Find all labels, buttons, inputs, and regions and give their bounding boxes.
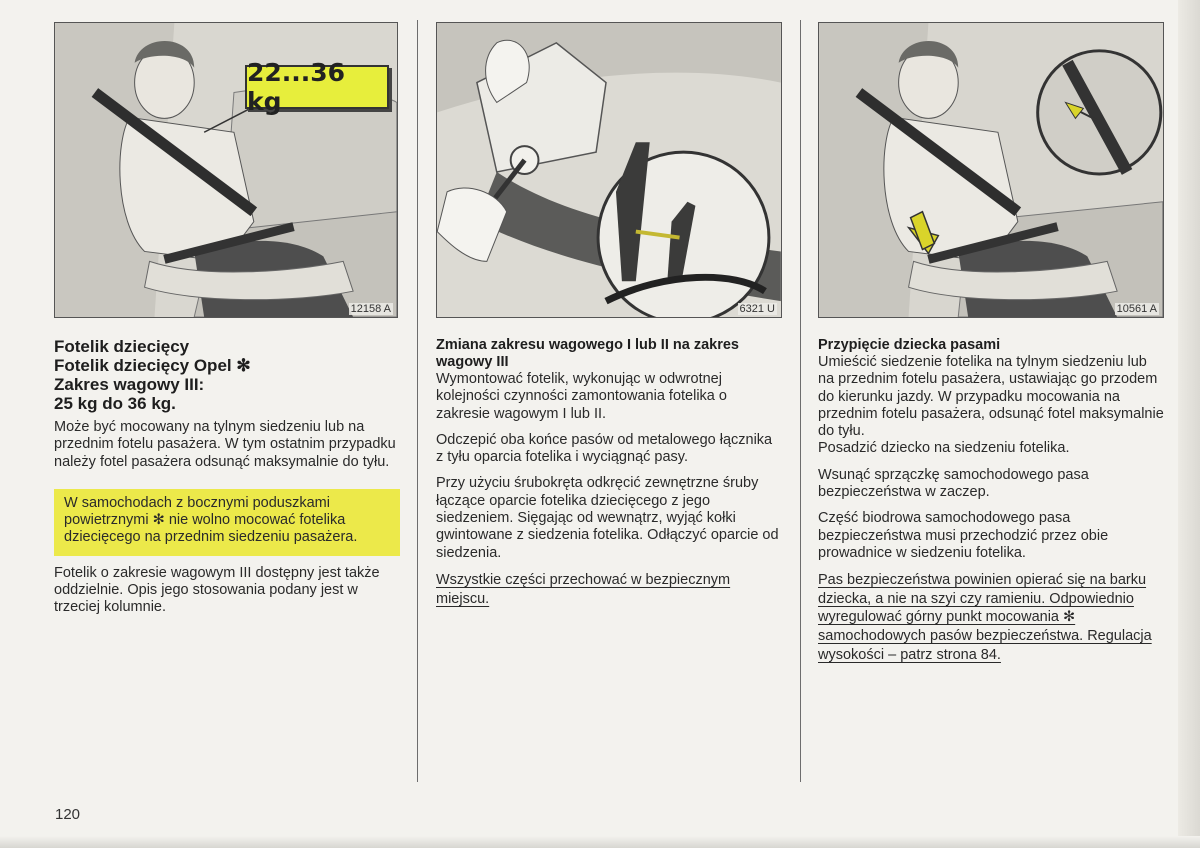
step-paragraph: Posadzić dziecko na siedzeniu fotelika.: [818, 440, 1070, 457]
buckled-child-drawing: [819, 23, 1163, 317]
column-1: [54, 22, 398, 617]
availability-paragraph: Fotelik o zakresie wagowym III dostępny jest także oddzielnie. Opis jego stosowania podany jest w trzeciej kolumnie.: [54, 564, 380, 616]
backrest-removal-drawing: [437, 23, 781, 317]
belted-child-illustration: [818, 22, 1164, 318]
weight-range-badge: 22...36 kg: [245, 65, 389, 109]
section-heading: Zmiana zakresu wagowego I lub II na zakres wagowy III: [436, 337, 739, 370]
figure-id: 10561 A: [1116, 303, 1157, 315]
screwdriver-illustration: [436, 22, 782, 318]
step-paragraph: Wsunąć sprzączkę samochodowego pasa bezpieczeństwa w zaczep.: [818, 466, 1089, 501]
step-paragraph: Część biodrowa samochodowego pasa bezpieczeństwa musi przechodzić przez obie prowadnice w siedzeniu fotelika.: [818, 510, 1109, 561]
step-paragraph: Umieścić siedzenie fotelika na tylnym siedzeniu lub na przednim fotelu pasażera, ustawiając go przodem do kierunku jazdy. W przypadku mocowania na przednim fotelu pasażera, odsunąć fotel maksymalnie do tyłu.: [818, 354, 1164, 440]
page-bottom-shadow: [0, 836, 1200, 848]
page-edge: [1178, 0, 1200, 848]
column-3: [818, 22, 1164, 664]
heading-line: Fotelik dziecięcy: [54, 337, 190, 356]
step-paragraph: Przy użyciu śrubokręta odkręcić zewnętrzne śruby łączące oparcie fotelika dziecięcego z jego siedzeniem. Sięgając od wewnątrz, wyjąć kołki gwintowane z siedzenia fotelika. Odłączyć oparcie od siedzenia.: [436, 475, 779, 561]
column-divider: [800, 20, 801, 782]
child-seat-illustration: [54, 22, 398, 318]
step-paragraph: Wymontować fotelik, wykonując w odwrotnej kolejności czynności zamontowania fotelika o zakresie wagowym I lub II.: [436, 371, 727, 422]
step-paragraph: Odczepić oba końce pasów od metalowego łącznika z tyłu oparcia fotelika i wyciągnąć pasy.: [436, 431, 773, 466]
heading-line: Fotelik dziecięcy Opel ✻: [54, 356, 251, 375]
section-heading: Przypięcie dziecka pasami: [818, 337, 1001, 353]
belt-position-note: Pas bezpieczeństwa powinien opierać się na barku dziecka, a nie na szyi czy ramieniu. Odpowiednio wyregulować górny punkt mocowania ✻ samochodowych pasów bezpieczeństwa. Regulacja wysokości – patrz strona 84.: [818, 572, 1152, 663]
figure-id: 6321 U: [739, 303, 775, 315]
storage-note: Wszystkie części przechować w bezpiecznym miejscu.: [436, 571, 731, 607]
intro-paragraph: Może być mocowany na tylnym siedzeniu lub na przednim fotelu pasażera. W tym ostatnim przypadku należy fotel pasażera odsunąć maksymalnie do tyłu.: [54, 419, 396, 470]
page-number: 120: [55, 806, 81, 823]
column-divider: [417, 20, 418, 782]
heading-line: 25 kg do 36 kg.: [54, 394, 176, 413]
airbag-warning-callout: W samochodach z bocznymi poduszkami powietrznymi ✻ nie wolno mocować fotelika dziecięcego na przednim siedzeniu pasażera.: [54, 489, 400, 556]
column-2: [436, 22, 782, 608]
section-heading: [54, 337, 398, 413]
figure-id: 12158 A: [350, 303, 391, 315]
heading-line: Zakres wagowy III:: [54, 375, 205, 394]
